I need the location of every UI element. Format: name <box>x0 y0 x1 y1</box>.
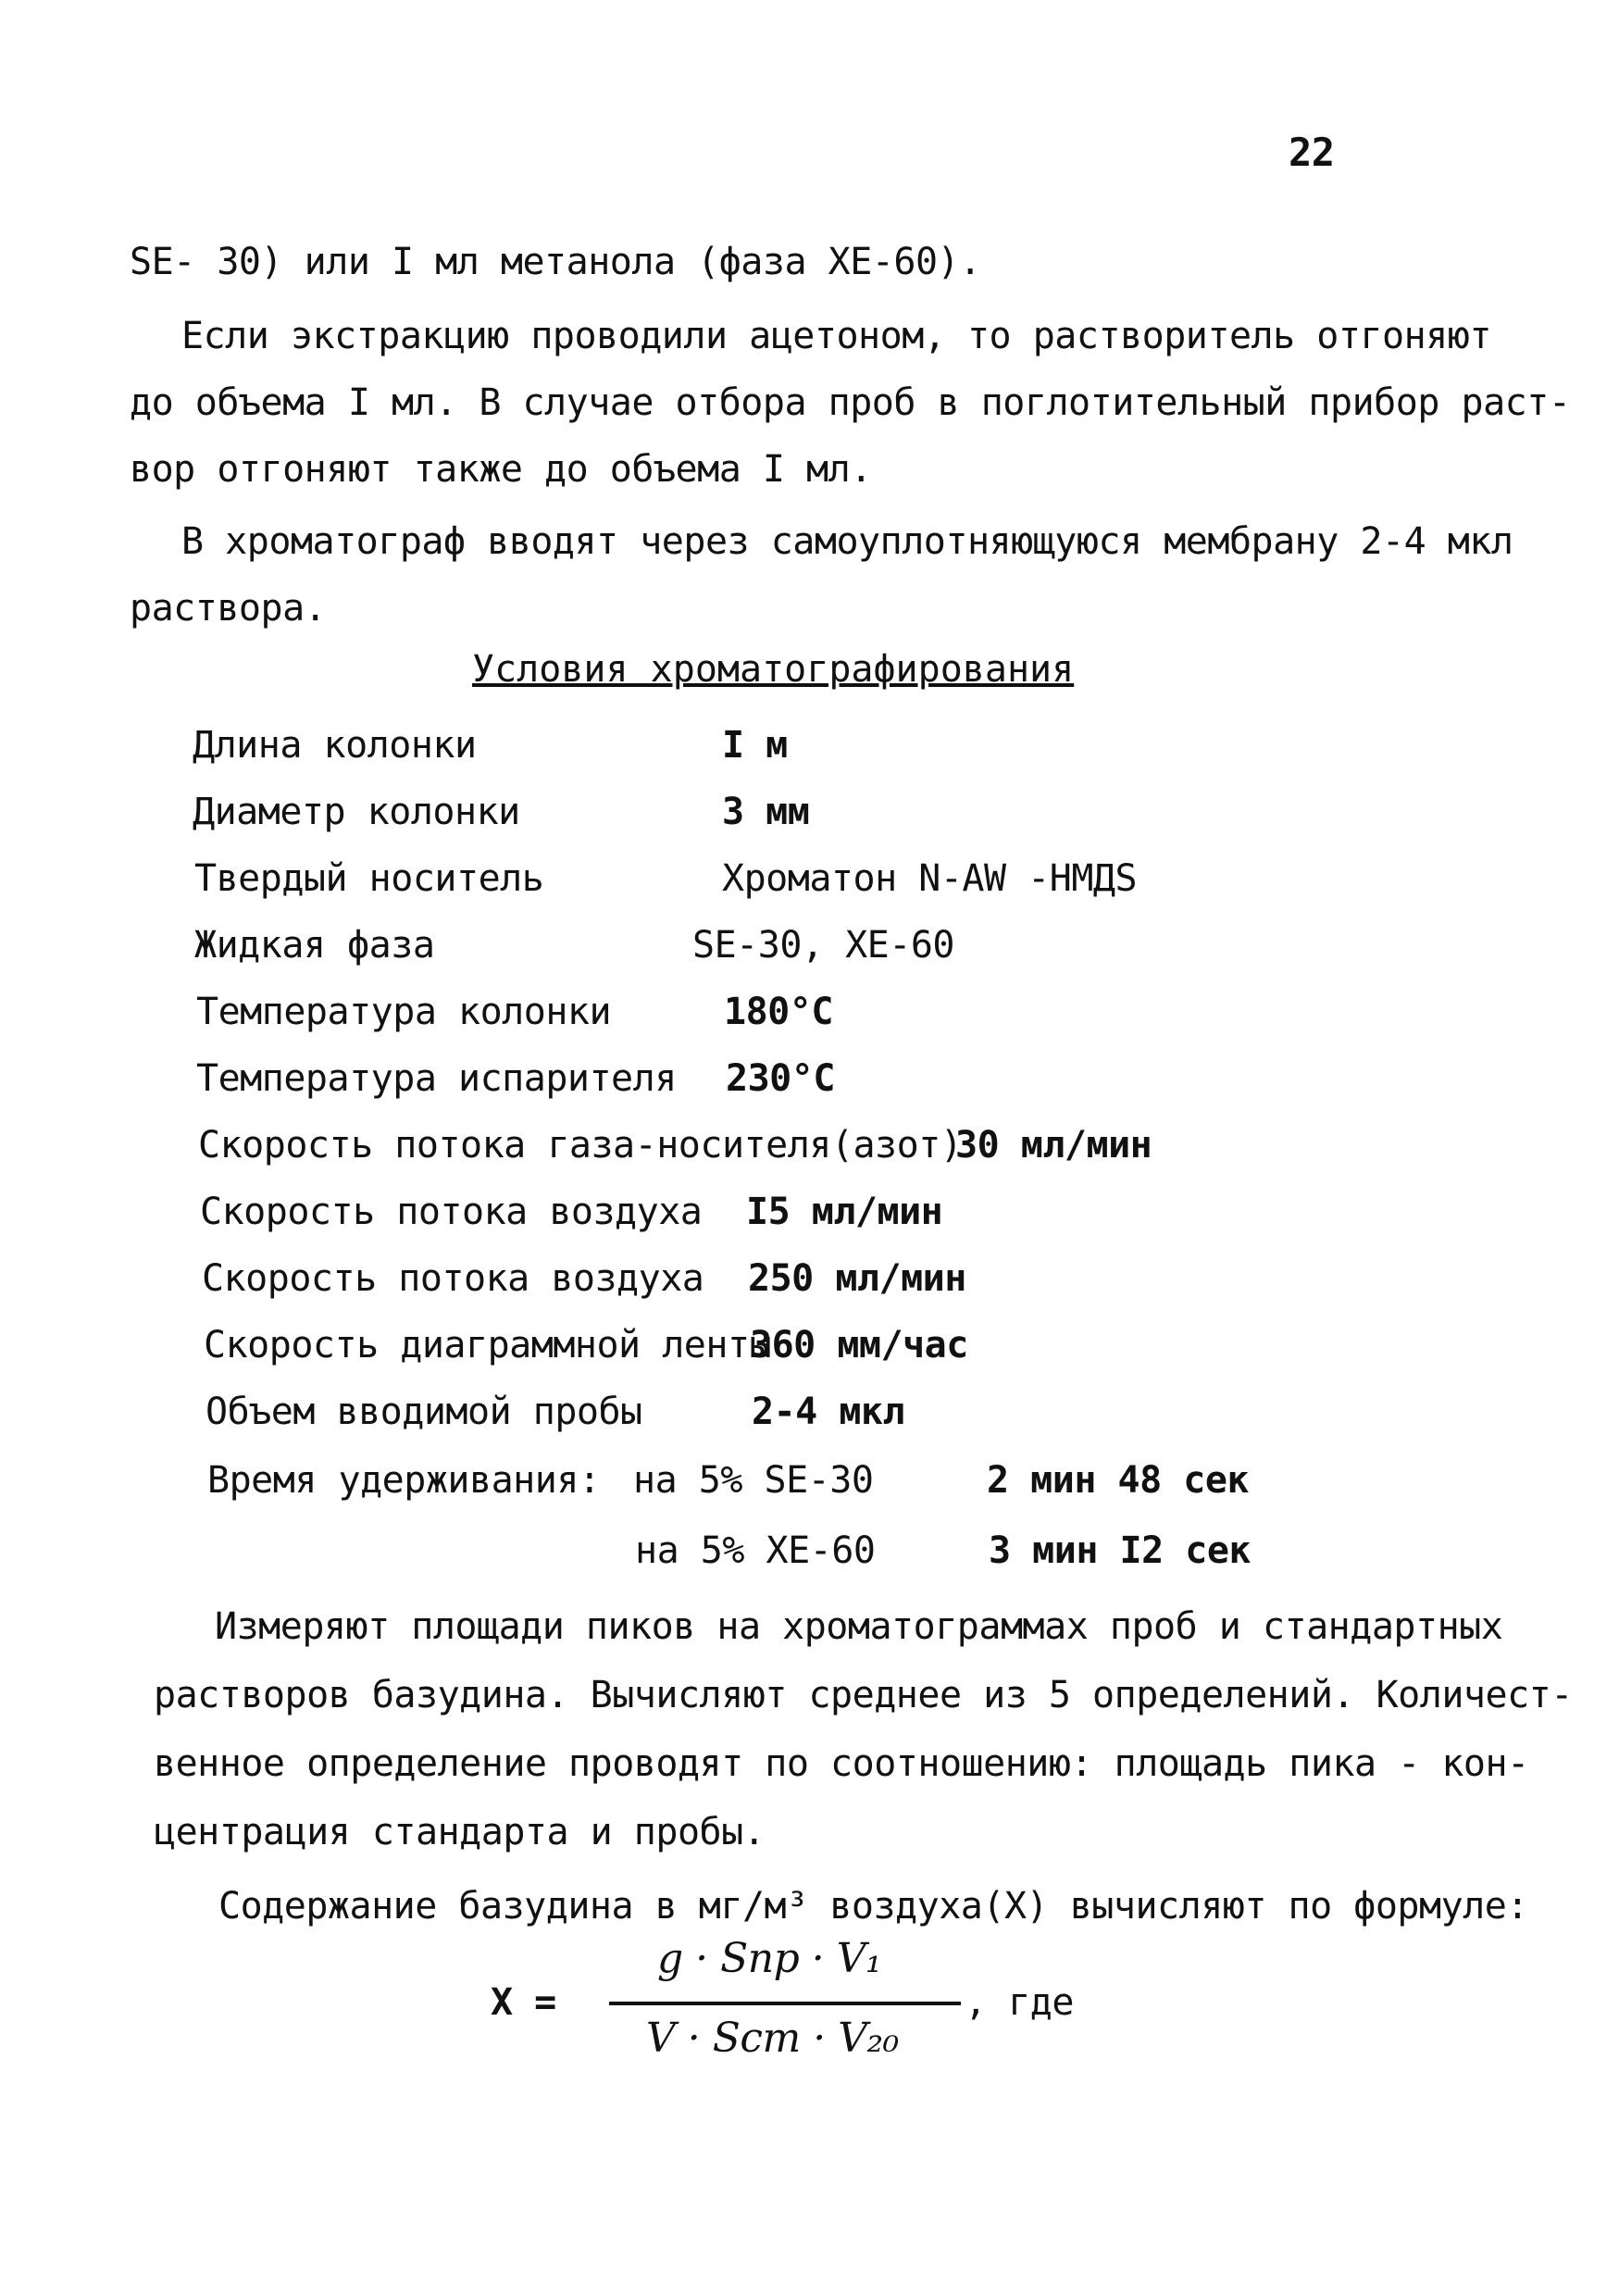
condition-label: Твердый носитель <box>194 857 544 900</box>
paragraph-line: центрация стандарта и пробы. <box>154 1811 766 1853</box>
condition-value: 230°C <box>726 1057 835 1100</box>
condition-value: 30 мл/мин <box>955 1124 1152 1167</box>
retention-label: Время удерживания: <box>207 1459 601 1502</box>
condition-value: 180°C <box>724 991 833 1033</box>
condition-label: Скорость потока воздуха <box>200 1191 703 1233</box>
condition-label: Объем вводимой пробы <box>205 1391 642 1433</box>
page-number: 22 <box>1289 130 1335 175</box>
condition-value: I5 мл/мин <box>746 1191 943 1233</box>
retention-time: 3 мин I2 сек <box>989 1529 1251 1572</box>
formula-denominator: V · Sст · V₂₀ <box>646 2015 899 2062</box>
retention-phase: на 5% XE-60 <box>635 1529 876 1572</box>
paragraph-line: до объема I мл. В случае отбора проб в поглотительный прибор раст- <box>130 381 1571 424</box>
paragraph-continuation: SE- 30) или I мл метанола (фаза XE-60). <box>130 241 981 283</box>
formula <box>491 1926 1139 2092</box>
condition-label: Диаметр колонки <box>193 791 520 833</box>
formula-numerator: g · Sпр · V₁ <box>657 1935 882 1982</box>
paragraph-line: Если экстракцию проводили ацетоном, то растворитель отгоняют <box>181 315 1491 357</box>
paragraph-line: венное определение проводят по соотношению: площадь пика - кон- <box>154 1742 1529 1785</box>
retention-time: 2 мин 48 сек <box>987 1459 1249 1502</box>
condition-label: Скорость потока воздуха <box>202 1257 704 1300</box>
condition-value: 360 мм/час <box>750 1324 968 1366</box>
condition-label: Температура колонки <box>196 991 612 1033</box>
condition-value: 3 мм <box>722 791 810 833</box>
formula-lhs: X = <box>491 1981 556 2024</box>
condition-value: 2-4 мкл <box>752 1391 905 1433</box>
condition-label: Жидкая фаза <box>194 924 435 967</box>
formula-suffix: , где <box>965 1981 1074 2024</box>
condition-value: I м <box>722 724 788 767</box>
condition-label: Длина колонки <box>193 724 477 767</box>
paragraph-line: Измеряют площади пиков на хроматограммах проб и стандартных <box>215 1605 1503 1648</box>
paragraph-line: растворов базудина. Вычисляют среднее из 5 определений. Количест- <box>154 1674 1573 1716</box>
conditions-heading: Условия хроматографирования <box>472 648 1075 691</box>
condition-value: 250 мл/мин <box>748 1257 966 1300</box>
paragraph-line: вор отгоняют также до объема I мл. <box>130 448 872 491</box>
condition-value: Хроматон N-AW -НМДS <box>722 857 1138 900</box>
retention-phase: на 5% SE-30 <box>633 1459 874 1502</box>
condition-value: SE-30, XE-60 <box>692 924 954 967</box>
paragraph-line: раствора. <box>130 587 327 630</box>
paragraph-line: В хроматограф вводят через самоуплотняющуюся мембрану 2-4 мкл <box>181 520 1513 563</box>
condition-label: Скорость диаграммной ленты <box>204 1324 772 1366</box>
condition-label: Скорость потока газа-носителя(азот) <box>198 1124 963 1167</box>
condition-label: Температура испарителя <box>196 1057 677 1100</box>
fraction-bar <box>609 2002 961 2005</box>
paragraph-line: Содержание базудина в мг/м³ воздуха(X) вычисляют по формуле: <box>218 1885 1528 1928</box>
